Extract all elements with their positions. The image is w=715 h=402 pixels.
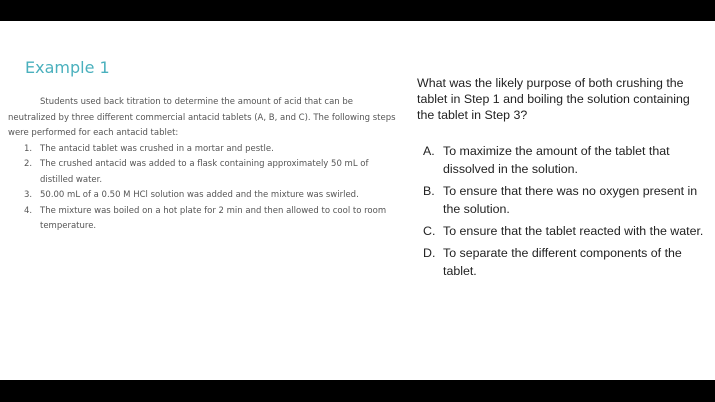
step-text: The antacid tablet was crushed in a mortar and pestle. xyxy=(40,143,274,154)
step-text: The crushed antacid was added to a flask containing approximately 50 mL of distilled water. xyxy=(40,159,369,185)
procedure-step xyxy=(8,188,400,204)
example-passage xyxy=(8,95,400,235)
option-text: To ensure that there was no oxygen present in the solution. xyxy=(443,184,698,216)
procedure-step xyxy=(8,142,400,158)
procedure-step xyxy=(8,204,400,235)
procedure-step xyxy=(8,157,400,188)
question-text: What was the likely purpose of both crushing the tablet in Step 1 and boiling the solution containing the tablet in Step 3? xyxy=(417,76,690,122)
step-number: 3. xyxy=(24,190,33,200)
step-text: 50.00 mL of a 0.50 M HCl solution was added and the mixture was swirled. xyxy=(40,190,359,200)
intro-paragraph: Students used back titration to determine the amount of acid that can be neutralized by three different commercial antacid tablets (A, B, and C). The following steps were performed for each antacid tablet: xyxy=(8,97,396,138)
answer-option-c[interactable] xyxy=(417,222,709,240)
option-text: To separate the different components of the tablet. xyxy=(443,246,682,278)
answer-option-d[interactable] xyxy=(417,244,709,280)
answer-options xyxy=(417,142,709,280)
step-number: 1. xyxy=(24,143,33,154)
option-letter: A. xyxy=(423,144,435,158)
step-number: 2. xyxy=(24,159,33,169)
step-text: The mixture was boiled on a hot plate for 2 min and then allowed to cool to room temperature. xyxy=(40,205,387,231)
option-letter: D. xyxy=(423,246,436,260)
option-text: To ensure that the tablet reacted with the water. xyxy=(443,224,704,238)
answer-option-b[interactable] xyxy=(417,182,709,218)
option-letter: B. xyxy=(423,184,435,198)
question-panel xyxy=(417,75,709,280)
slide xyxy=(0,21,715,380)
procedure-steps xyxy=(8,142,400,235)
option-letter: C. xyxy=(423,224,436,238)
step-number: 4. xyxy=(24,205,33,216)
option-text: To maximize the amount of the tablet that dissolved in the solution. xyxy=(443,144,670,176)
answer-option-a[interactable] xyxy=(417,142,709,178)
example-title: Example 1 xyxy=(25,58,110,77)
